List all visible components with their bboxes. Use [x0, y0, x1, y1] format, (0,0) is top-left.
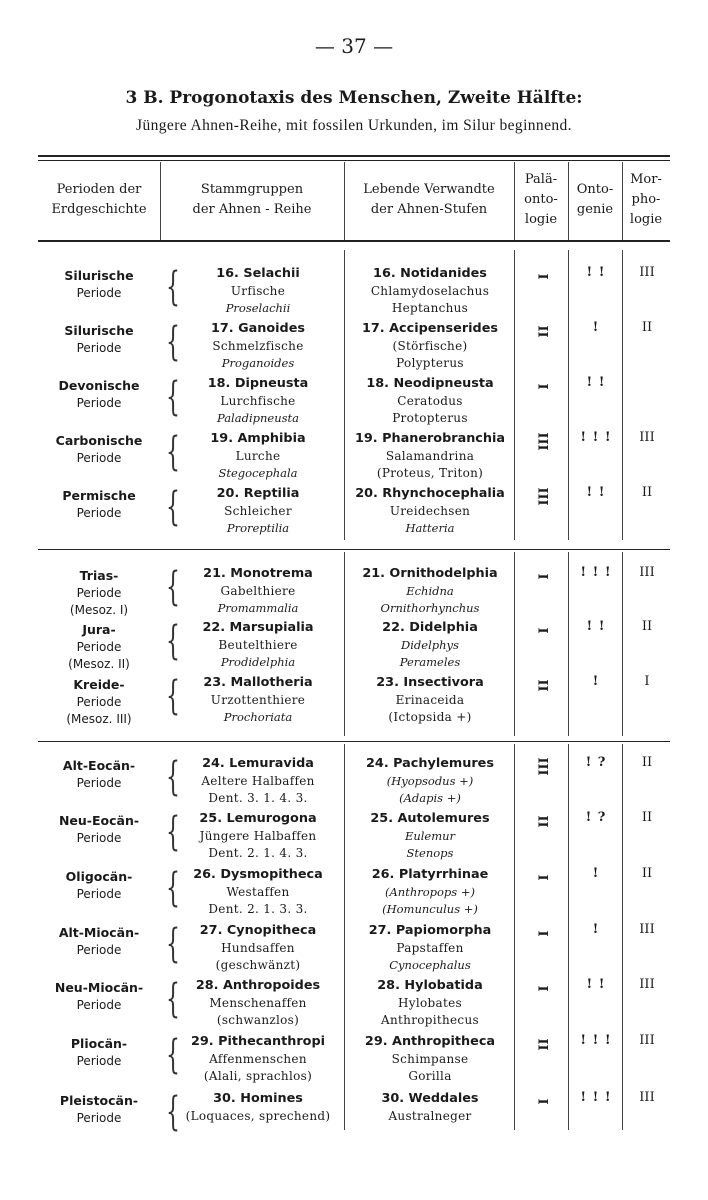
relative-name: 28. Hylobatida [377, 978, 483, 993]
relative-cell [346, 866, 514, 919]
period-cell [38, 567, 160, 620]
group-name: 28. Anthropoides [195, 978, 321, 993]
group-cell [178, 565, 338, 618]
morphology-value: II [641, 755, 653, 770]
period-cell [38, 621, 160, 674]
morphology-value: III [639, 1090, 655, 1105]
palaeontology-mark: I [534, 874, 550, 881]
relative-detail: (Adapis +) [399, 791, 461, 805]
group-common-name: Hundsaffen [221, 940, 295, 955]
ontogeny-value: ! ! ! [580, 565, 612, 580]
period-cell [38, 487, 160, 522]
period-cell [38, 432, 160, 467]
period-cell [38, 757, 160, 792]
group-common-name: Urzottenthiere [210, 692, 306, 707]
group-name: 17. Ganoides [210, 321, 305, 336]
col-divider [344, 250, 345, 540]
ontogeny-value: ! ! [586, 485, 606, 500]
ontogeny-value: ! ! [586, 619, 606, 634]
relative-cell [346, 674, 514, 727]
relative-name: 29. Anthropitheca [364, 1034, 496, 1049]
group-detail: Proreptilia [226, 521, 290, 535]
period-cell [38, 377, 160, 412]
ontogeny-value: ! [592, 866, 600, 881]
relative-detail: Protopterus [392, 411, 468, 425]
group-cell [178, 320, 338, 373]
palaeontology-value [516, 269, 568, 284]
period-line: Periode [76, 285, 122, 300]
brace-icon: { [166, 484, 180, 530]
period-line: Periode [76, 886, 122, 901]
col-divider [514, 250, 515, 540]
relative-cell [346, 810, 514, 863]
relative-detail: (Hyopsodus +) [386, 773, 474, 788]
period-line: Periode [76, 450, 122, 465]
palaeontology-value [516, 1037, 568, 1052]
palaeontology-mark: I [534, 627, 550, 634]
relative-detail: Hylobates [398, 995, 462, 1010]
group-name: 23. Mallotheria [203, 675, 313, 690]
period-line: Jura- [82, 622, 116, 637]
page-title: 3 B. Progonotaxis des Menschen, Zweite Hälfte: [125, 88, 583, 108]
group-cell [178, 755, 338, 808]
period-line: Alt-Eocän- [62, 758, 136, 773]
period-line: Neu-Miocän- [54, 980, 144, 995]
brace-icon: { [166, 673, 180, 719]
group-cell [178, 1090, 338, 1125]
period-cell [38, 676, 160, 729]
col-divider [622, 744, 623, 1130]
group-name: 18. Dipneusta [207, 376, 309, 391]
group-detail: (Alali, sprachlos) [203, 1069, 313, 1083]
palaeontology-value [516, 678, 568, 693]
relative-name: 24. Pachylemures [366, 756, 494, 771]
group-detail: Proganoides [221, 356, 295, 370]
header-palaeontology: Palä- onto- logie [524, 172, 558, 227]
group-cell [178, 265, 338, 318]
period-line: Periode [76, 997, 122, 1012]
relative-detail: Chlamydoselachus [370, 283, 490, 298]
period-line: Periode [76, 775, 122, 790]
period-cell [38, 1035, 160, 1070]
relative-name: 23. Insectivora [376, 675, 484, 690]
relative-cell [346, 922, 514, 975]
group-common-name: Schmelzfische [212, 338, 304, 353]
header-morphology: Mor- pho- logie [629, 172, 663, 227]
ontogeny-value: ! ? [585, 755, 607, 770]
col-divider [514, 552, 515, 736]
period-line: Periode [76, 585, 122, 600]
morphology-value: III [639, 977, 655, 992]
group-name: 19. Amphibia [210, 431, 306, 446]
relative-name: 18. Neodipneusta [366, 376, 494, 391]
relative-detail: Didelphys [401, 637, 459, 652]
ontogeny-value: ! [592, 922, 600, 937]
period-line: Pliocän- [70, 1036, 128, 1051]
period-cell [38, 322, 160, 357]
group-name: 25. Lemurogona [199, 811, 317, 826]
morphology-value: II [641, 485, 653, 500]
period-line: Periode [76, 694, 122, 709]
relative-detail: Cynocephalus [389, 958, 471, 972]
morphology-value: III [639, 922, 655, 937]
palaeontology-value [516, 926, 568, 941]
group-common-name: Westaffen [226, 884, 290, 899]
period-line: (Mesoz. I) [69, 603, 129, 617]
brace-icon: { [166, 618, 180, 664]
palaeontology-mark: I [534, 985, 550, 992]
relative-name: 22. Didelphia [382, 620, 478, 635]
group-name: 29. Pithecanthropi [190, 1034, 325, 1049]
relative-detail: Ureidechsen [389, 503, 471, 518]
brace-icon: { [166, 1032, 180, 1078]
relative-name: 25. Autolemures [370, 811, 490, 826]
period-line: (Mesoz. II) [68, 657, 130, 671]
palaeontology-mark: II [534, 815, 550, 828]
palaeontology-mark: III [534, 757, 550, 776]
morphology-value: III [639, 1033, 655, 1048]
relative-cell [346, 320, 514, 373]
relative-cell [346, 755, 514, 808]
morphology-value: II [641, 619, 653, 634]
top-rule-thin [38, 160, 670, 161]
palaeontology-value [516, 434, 568, 449]
group-cell [178, 922, 338, 975]
group-common-name: Aeltere Halbaffen [201, 773, 315, 788]
group-name: 22. Marsupialia [202, 620, 314, 635]
period-line: Periode [76, 395, 122, 410]
relative-detail: (Proteus, Triton) [376, 466, 484, 480]
palaeontology-mark: I [534, 1098, 550, 1105]
col-divider [568, 744, 569, 1130]
group-common-name: Lurchfische [220, 393, 296, 408]
top-rule [38, 155, 670, 157]
header-periods: Perioden der Erdgeschichte [51, 182, 147, 217]
ontogeny-value: ! ! [586, 375, 606, 390]
palaeontology-mark: III [534, 487, 550, 506]
section-rule-2 [38, 741, 670, 742]
relative-detail: Papstaffen [396, 940, 464, 955]
relative-cell [346, 619, 514, 672]
palaeontology-mark: II [534, 1038, 550, 1051]
relative-detail: Gorilla [408, 1069, 452, 1083]
morphology-value: II [641, 810, 653, 825]
morphology-value: I [644, 674, 650, 689]
relative-name: 26. Platyrrhinae [371, 867, 489, 882]
group-name: 27. Cynopitheca [199, 923, 317, 938]
group-common-name: Beutelthiere [218, 637, 298, 652]
group-detail: (geschwänzt) [215, 958, 301, 972]
morphology-value: III [639, 265, 655, 280]
page-subtitle: Jüngere Ahnen-Reihe, mit fossilen Urkunden, im Silur beginnend. [136, 117, 572, 134]
relative-name: 20. Rhynchocephalia [355, 486, 505, 501]
period-line: Periode [76, 1110, 122, 1125]
period-cell [38, 979, 160, 1014]
palaeontology-mark: I [534, 930, 550, 937]
group-common-name: Lurche [235, 448, 281, 463]
ontogeny-value: ! [592, 320, 600, 335]
ontogeny-value: ! [592, 674, 600, 689]
relative-cell [346, 1090, 514, 1125]
palaeontology-mark: I [534, 383, 550, 390]
group-cell [178, 1033, 338, 1086]
col-divider [514, 744, 515, 1130]
relative-detail: Erinaceida [395, 692, 465, 707]
period-line: Silurische [64, 268, 134, 283]
period-line: Periode [76, 830, 122, 845]
group-name: 21. Monotrema [203, 566, 313, 581]
relative-detail: Schimpanse [391, 1051, 469, 1066]
palaeontology-value [516, 1094, 568, 1109]
relative-detail: Ceratodus [397, 393, 463, 408]
ontogeny-value: ! ! ! [580, 430, 612, 445]
relative-name: 30. Weddales [381, 1091, 479, 1106]
header-ontogeny: Onto- genie [576, 182, 614, 217]
brace-icon: { [166, 1089, 180, 1135]
relative-detail: Echidna [406, 583, 454, 598]
relative-detail: (Anthropops +) [385, 884, 475, 899]
relative-name: 17. Accipenserides [362, 321, 498, 336]
relative-name: 19. Phanerobranchia [354, 431, 506, 446]
group-common-name: Affenmenschen [209, 1051, 307, 1066]
period-line: Kreide- [73, 677, 125, 692]
relative-detail: Eulemur [404, 828, 456, 843]
period-line: Periode [76, 505, 122, 520]
relative-detail: (Störfische) [392, 338, 468, 353]
group-common-name: Schleicher [224, 503, 292, 518]
brace-icon: { [166, 319, 180, 365]
relative-detail: Stenops [406, 846, 454, 860]
period-line: Periode [76, 942, 122, 957]
col-divider [568, 552, 569, 736]
brace-icon: { [166, 374, 180, 420]
palaeontology-mark: I [534, 273, 550, 280]
group-name: 24. Lemuravida [202, 756, 314, 771]
group-detail: Dent. 2. 1. 4. 3. [208, 846, 308, 860]
page-number: — 37 — [314, 34, 394, 58]
relative-detail: Polypterus [396, 356, 464, 370]
group-common-name: Jüngere Halbaffen [199, 828, 317, 843]
relative-name: 27. Papiomorpha [368, 923, 492, 938]
group-cell [178, 619, 338, 672]
header-rule [38, 240, 670, 242]
group-detail: Promammalia [217, 601, 299, 615]
relative-detail: Ornithorhynchus [380, 601, 480, 615]
group-detail: Paladipneusta [216, 411, 299, 425]
ontogeny-value: ! ! [586, 265, 606, 280]
brace-icon: { [166, 921, 180, 967]
col-divider [622, 250, 623, 540]
group-name: 16. Selachii [216, 266, 300, 281]
period-line: Oligocän- [65, 869, 133, 884]
morphology-value: III [639, 565, 655, 580]
col-divider [344, 744, 345, 1130]
palaeontology-value [516, 324, 568, 339]
group-cell [178, 866, 338, 919]
palaeontology-value [516, 623, 568, 638]
header-groups: Stammgruppen der Ahnen - Reihe [192, 182, 312, 217]
relative-cell [346, 375, 514, 428]
header-relatives: Lebende Verwandte der Ahnen-Stufen [363, 182, 495, 217]
period-line: (Mesoz. III) [66, 712, 132, 726]
group-cell [178, 810, 338, 863]
period-cell [38, 868, 160, 903]
brace-icon: { [166, 976, 180, 1022]
period-line: Periode [76, 1053, 122, 1068]
group-detail: (schwanzlos) [216, 1013, 300, 1027]
relative-cell [346, 565, 514, 618]
group-cell [178, 977, 338, 1030]
ontogeny-value: ! ! ! [580, 1033, 612, 1048]
period-line: Carbonische [55, 433, 143, 448]
period-line: Devonische [58, 378, 140, 393]
palaeontology-value [516, 379, 568, 394]
palaeontology-value [516, 981, 568, 996]
brace-icon: { [166, 264, 180, 310]
palaeontology-value [516, 870, 568, 885]
brace-icon: { [166, 429, 180, 475]
relative-detail: Heptanchus [391, 301, 469, 315]
col-divider [568, 250, 569, 540]
group-common-name: Urfische [230, 283, 286, 298]
group-detail: Stegocephala [218, 466, 298, 480]
group-detail: Prodidelphia [220, 655, 296, 669]
period-line: Permische [62, 488, 136, 503]
palaeontology-mark: I [534, 573, 550, 580]
palaeontology-value [516, 489, 568, 504]
group-common-name: (Loquaces, sprechend) [185, 1108, 331, 1123]
period-line: Periode [76, 340, 122, 355]
morphology-value: III [639, 430, 655, 445]
col-divider [622, 552, 623, 736]
group-detail: Prochoriata [223, 710, 293, 724]
relative-detail: Anthropithecus [381, 1013, 479, 1027]
period-line: Silurische [64, 323, 134, 338]
relative-detail: (Homunculus +) [382, 902, 478, 916]
palaeontology-mark: III [534, 432, 550, 451]
palaeontology-value [516, 814, 568, 829]
group-name: 30. Homines [213, 1091, 303, 1106]
ontogeny-value: ! ? [585, 810, 607, 825]
period-cell [38, 267, 160, 302]
group-name: 20. Reptilia [216, 486, 300, 501]
period-line: Periode [76, 639, 122, 654]
col-divider [344, 552, 345, 736]
period-cell [38, 1092, 160, 1127]
ontogeny-value: ! ! ! [580, 1090, 612, 1105]
palaeontology-mark: II [534, 679, 550, 692]
group-common-name: Menschenaffen [209, 995, 307, 1010]
morphology-value: II [641, 320, 653, 335]
relative-detail: Salamandrina [385, 448, 475, 463]
group-cell [178, 375, 338, 428]
relative-cell [346, 977, 514, 1030]
morphology-value: II [641, 866, 653, 881]
palaeontology-mark: II [534, 325, 550, 338]
relative-cell [346, 1033, 514, 1086]
relative-cell [346, 265, 514, 318]
group-detail: Proselachii [225, 301, 291, 315]
group-detail: Dent. 2. 1. 3. 3. [208, 902, 308, 916]
period-cell [38, 924, 160, 959]
period-line: Alt-Miocän- [58, 925, 140, 940]
ontogeny-value: ! ! [586, 977, 606, 992]
period-line: Pleistocän- [59, 1093, 139, 1108]
brace-icon: { [166, 754, 180, 800]
group-cell [178, 674, 338, 727]
brace-icon: { [166, 564, 180, 610]
group-cell [178, 485, 338, 538]
relative-cell [346, 485, 514, 538]
relative-detail: Australneger [388, 1108, 472, 1123]
period-line: Trias- [79, 568, 119, 583]
group-cell [178, 430, 338, 483]
relative-detail: (Ictopsida +) [388, 710, 472, 724]
relative-name: 16. Notidanides [373, 266, 487, 281]
relative-detail: Perameles [399, 655, 461, 669]
relative-cell [346, 430, 514, 483]
period-line: Neu-Eocän- [58, 813, 140, 828]
palaeontology-value [516, 759, 568, 774]
group-detail: Dent. 3. 1. 4. 3. [208, 791, 308, 805]
group-common-name: Gabelthiere [220, 583, 296, 598]
brace-icon: { [166, 865, 180, 911]
relative-detail: Hatteria [405, 521, 455, 535]
period-cell [38, 812, 160, 847]
section-rule-1 [38, 549, 670, 550]
group-name: 26. Dysmopitheca [193, 867, 323, 882]
palaeontology-value [516, 569, 568, 584]
brace-icon: { [166, 809, 180, 855]
relative-name: 21. Ornithodelphia [362, 566, 498, 581]
